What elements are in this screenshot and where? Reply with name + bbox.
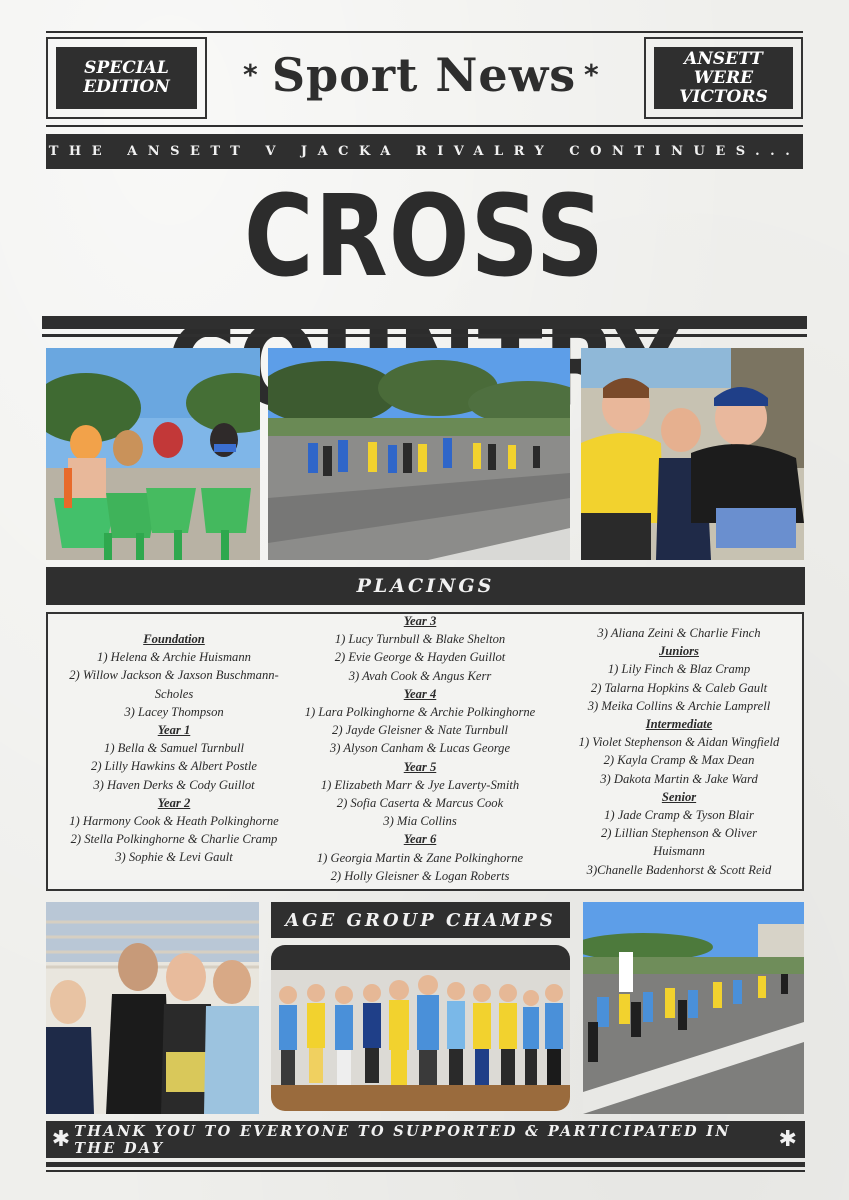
snowflake-right-icon: ✱ — [778, 1127, 800, 1152]
placing-entry: 3) Lacey Thompson — [124, 704, 224, 719]
placing-entry: 3) Haven Derks & Cody Guillot — [93, 777, 255, 792]
placing-entry: 3) Avah Cook & Angus Kerr — [348, 668, 492, 683]
placings-box — [46, 612, 804, 891]
placing-entry: Huismann — [653, 844, 705, 859]
placing-entry: 2) Lillian Stephenson & Oliver — [600, 826, 757, 841]
cross-country-headline: CROSS — [243, 172, 606, 302]
snowflake-left-icon: ✱ — [51, 1127, 73, 1152]
placing-entry: Scholes — [154, 686, 194, 701]
placing-entry: 1) Violet Stephenson & Aidan Wingfield — [578, 735, 780, 750]
thank-you-text: THANK YOU TO EVERYONE TO SUPPORTED & PARTICIPATED IN THE DAY — [74, 1122, 731, 1157]
placing-entry: 1) Bella & Samuel Turnbull — [104, 741, 244, 756]
special-edition-label — [56, 47, 197, 109]
placing-entry: 1) Harmony Cook & Heath Polkinghorne — [69, 814, 279, 829]
placing-entry: 1) Lucy Turnbull & Blake Shelton — [334, 632, 506, 647]
star-right-icon: * — [584, 58, 599, 91]
costume-photo — [46, 348, 260, 560]
age-group-champs-photo — [271, 945, 570, 1111]
placing-entry: 1) Elizabeth Marr & Jye Laverty-Smith — [320, 777, 520, 792]
headline-rule-thin — [42, 334, 807, 337]
placing-entry: 3) Dakota Martin & Jake Ward — [600, 771, 758, 786]
placings-column-2 — [288, 612, 552, 885]
placings-banner: PLACINGS — [46, 567, 805, 605]
four-girls-photo — [46, 902, 259, 1114]
top-rule — [46, 31, 803, 33]
placing-entry: 1) Lara Polkinghorne & Archie Polkinghorne — [304, 705, 536, 720]
placing-entry: 1) Georgia Martin & Zane Polkinghorne — [316, 850, 524, 865]
placings-heading: Year 6 — [403, 832, 437, 847]
placings-heading: Year 1 — [157, 723, 191, 738]
mid-rule — [46, 125, 803, 127]
placings-heading: Foundation — [143, 632, 205, 646]
placings-heading: Intermediate — [645, 717, 713, 732]
placing-entry: 2) Jayde Gleisner & Nate Turnbull — [332, 723, 508, 738]
age-group-champs-banner: AGE GROUP CHAMPS — [271, 902, 570, 938]
placings-heading: Senior — [661, 789, 697, 804]
placing-entry: 2) Lilly Hawkins & Albert Postle — [91, 759, 257, 774]
placings-heading: Year 5 — [403, 759, 437, 774]
placings-heading: Year 4 — [403, 686, 437, 701]
special-edition-line2: EDITION — [83, 77, 170, 97]
placing-entry: 2) Kayla Cramp & Max Dean — [603, 753, 755, 768]
runners-road-photo — [268, 348, 570, 560]
placings-column-3 — [556, 624, 802, 879]
placing-entry: 2) Evie George & Hayden Guillot — [334, 650, 506, 665]
placing-entry: 2) Stella Polkinghorne & Charlie Cramp — [70, 832, 278, 847]
placing-entry: 1) Lily Finch & Blaz Cramp — [607, 662, 751, 677]
placings-heading: Juniors — [659, 644, 699, 659]
placing-entry: 1) Helena & Archie Huismann — [97, 650, 251, 665]
placing-entry: 1) Jade Cramp & Tyson Blair — [604, 808, 754, 823]
footer-rule-1 — [46, 1162, 805, 1167]
placing-entry: 2) Talarna Hopkins & Caleb Gault — [590, 680, 768, 695]
placing-entry: 3) Sophie & Levi Gault — [115, 850, 233, 865]
placing-entry: 2) Sofia Caserta & Marcus Cook — [336, 796, 504, 811]
masthead-title: Sport News — [271, 48, 577, 102]
ansett-victors-box — [644, 37, 803, 119]
star-left-icon: * — [243, 58, 258, 91]
three-boys-photo — [581, 348, 804, 560]
placing-entry: 2) Holly Gleisner & Logan Roberts — [330, 868, 510, 883]
placing-entry: 3)Chanelle Badenhorst & Scott Reid — [586, 862, 772, 877]
ansett-victors-label — [654, 47, 793, 109]
placing-entry: 3) Mia Collins — [383, 814, 457, 829]
ansett-victors-line1: ANSETT WERE — [684, 48, 763, 88]
placings-column-1 — [52, 630, 296, 867]
thank-you-banner — [46, 1121, 805, 1158]
ansett-victors-line2: VICTORS — [679, 86, 768, 107]
rivalry-banner: THE ANSETT V JACKA RIVALRY CONTINUES... — [46, 134, 803, 169]
placing-entry: 3) Meika Collins & Archie Lamprell — [587, 698, 771, 713]
headline-rule-thick — [42, 316, 807, 329]
placings-heading: Year 3 — [403, 614, 437, 628]
footer-rule-2 — [46, 1170, 805, 1172]
runners-finish-photo — [583, 902, 804, 1114]
placing-entry: 3) Alyson Canham & Lucas George — [329, 741, 511, 756]
placings-heading: Year 2 — [157, 795, 191, 810]
placing-entry: 3) Aliana Zeini & Charlie Finch — [597, 626, 761, 640]
special-edition-line1: SPECIAL — [84, 58, 169, 78]
placing-entry: 2) Willow Jackson & Jaxson Buschmann- — [69, 668, 279, 683]
special-edition-box — [46, 37, 207, 119]
